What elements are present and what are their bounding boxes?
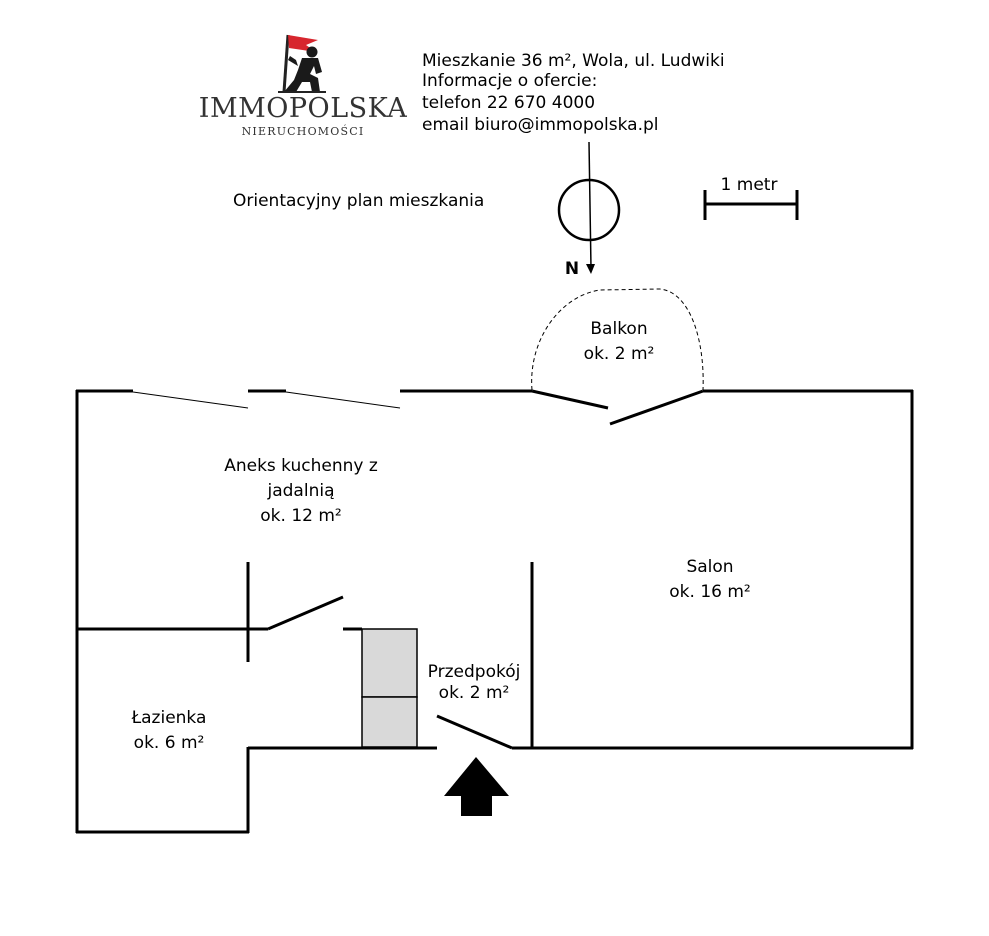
offer-info-heading: Informacje o ofercie: <box>422 71 598 91</box>
entrance-arrow-icon <box>444 757 509 816</box>
kitchen-area: ok. 12 m² <box>260 506 342 526</box>
balcony-outline <box>532 289 704 390</box>
figure-icon <box>284 47 322 93</box>
offer-phone: telefon 22 670 4000 <box>422 93 596 113</box>
room-label-living <box>669 557 750 602</box>
north-label: N <box>564 259 580 279</box>
kitchen-name-1: Aneks kuchenny z <box>224 456 378 476</box>
living-name: Salon <box>686 557 734 577</box>
brand-subtitle: NIERUCHOMOŚCI <box>241 125 365 138</box>
scale-label: 1 metr <box>720 175 778 195</box>
walls <box>76 390 913 833</box>
plan-title: Orientacyjny plan mieszkania <box>233 191 485 211</box>
compass-icon <box>559 142 619 279</box>
immopolska-logo <box>199 35 407 138</box>
bathroom-area: ok. 6 m² <box>133 733 205 753</box>
wardrobe <box>362 629 417 747</box>
balcony-name: Balkon <box>590 319 648 339</box>
offer-email: email biuro@immopolska.pl <box>422 115 659 135</box>
hall-name: Przedpokój <box>427 662 521 682</box>
living-area: ok. 16 m² <box>669 582 751 602</box>
brand-name: IMMOPOLSKA <box>198 93 408 124</box>
scale-bar <box>705 175 797 220</box>
balcony-area: ok. 2 m² <box>583 344 655 364</box>
kitchen-name-2: jadalnią <box>267 481 335 501</box>
room-label-balcony <box>584 319 655 364</box>
room-label-bathroom <box>131 708 207 753</box>
room-label-hall <box>428 662 521 703</box>
windows <box>133 392 400 408</box>
offer-title: Mieszkanie 36 m², Wola, ul. Ludwiki <box>422 51 725 71</box>
room-label-kitchen <box>224 456 378 526</box>
bathroom-name: Łazienka <box>131 708 207 728</box>
offer-info <box>422 51 725 135</box>
hall-area: ok. 2 m² <box>438 683 510 703</box>
